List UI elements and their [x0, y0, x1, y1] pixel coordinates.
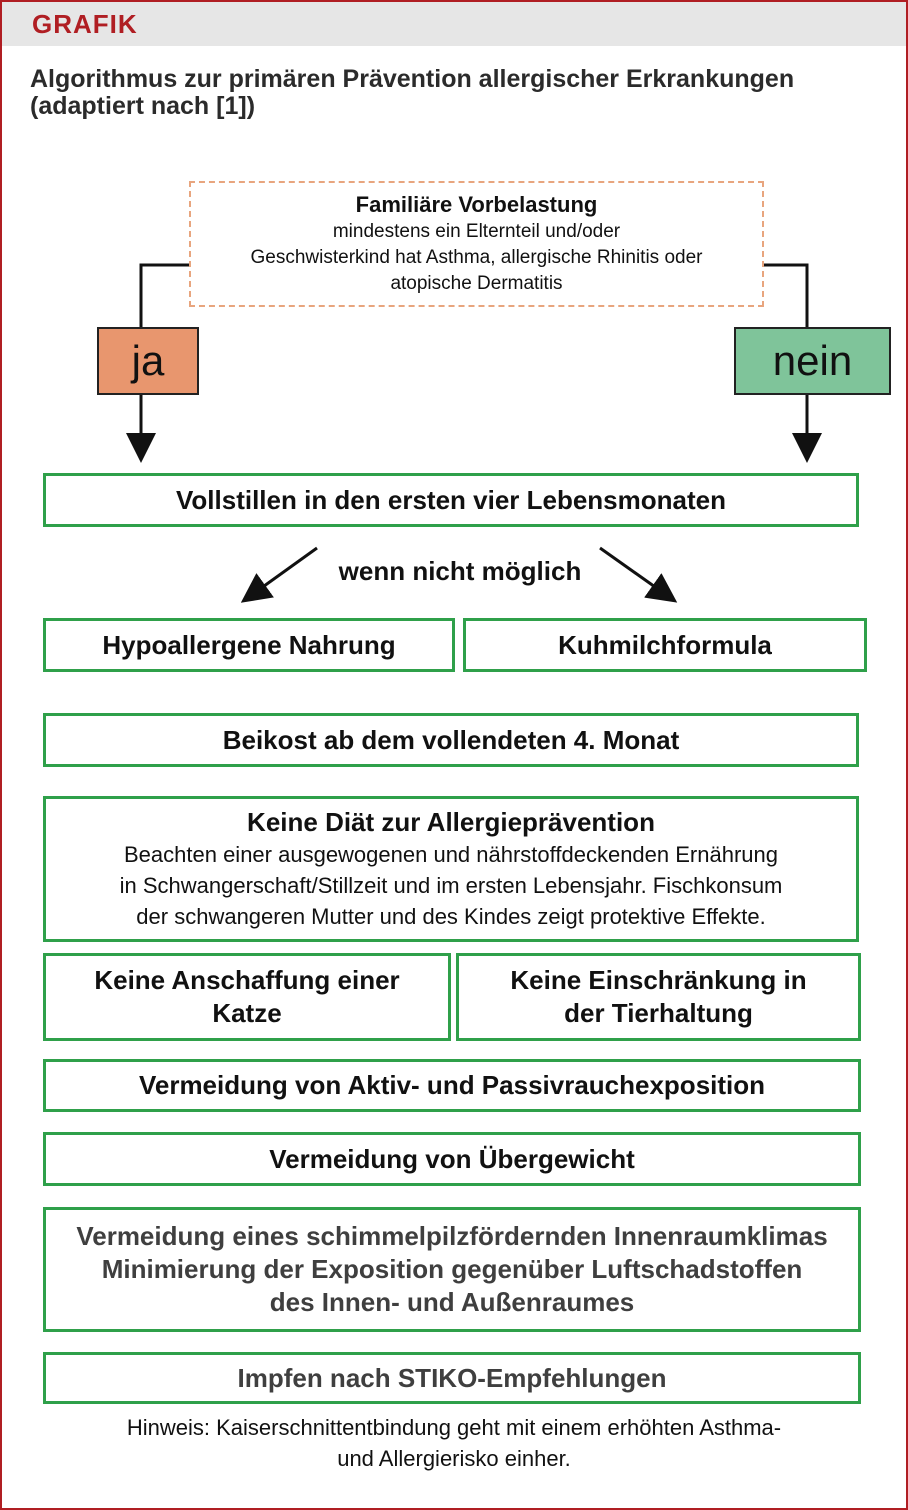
- no-cat-box: [43, 953, 451, 1041]
- arrow-diag-left: [253, 548, 317, 594]
- pet-keeping-line-1: Keine Einschränkung in: [510, 965, 807, 995]
- no-cat-line-2: Katze: [212, 998, 282, 1028]
- indoor-climate-line-2: Minimierung der Exposition gegenüber Luftschadstoffen: [101, 1254, 803, 1284]
- breastfeeding-box: [43, 473, 859, 527]
- ja-branch-label: ja: [97, 327, 199, 395]
- if-not-possible-label: wenn nicht möglich: [338, 556, 582, 586]
- hypoallergenic-food-box: [43, 618, 455, 672]
- connector-left: [141, 265, 189, 327]
- cow-milk-formula-text: Kuhmilchformula: [558, 629, 772, 660]
- complementary-food-text: Beikost ab dem vollendeten 4. Monat: [222, 724, 680, 755]
- no-cat-line-1: Keine Anschaffung einer: [94, 965, 400, 995]
- family-history-line-3: atopische Dermatitis: [390, 273, 563, 294]
- cow-milk-formula-box: [463, 618, 867, 672]
- family-history-heading: Familiäre Vorbelastung: [355, 192, 598, 217]
- no-diet-heading: Keine Diät zur Allergieprävention: [247, 807, 655, 837]
- caesarean-note-line-1: Hinweis: Kaiserschnittentbindung geht mit einem erhöhten Asthma-: [126, 1415, 782, 1440]
- header-label: GRAFIK: [32, 9, 138, 39]
- no-diet-box: [43, 796, 859, 942]
- pet-keeping-box: [456, 953, 861, 1041]
- indoor-climate-line-3: des Innen- und Außenraumes: [269, 1287, 635, 1317]
- hypoallergenic-food-text: Hypoallergene Nahrung: [102, 629, 396, 660]
- family-history-line-2: Geschwisterkind hat Asthma, allergische Rhinitis oder: [250, 247, 703, 268]
- nein-branch-label: nein: [734, 327, 891, 395]
- complementary-food-box: [43, 713, 859, 767]
- figure-title: Algorithmus zur primären Prävention allergischer Erkrankungen (adaptiert nach [1]): [30, 65, 795, 120]
- no-diet-line-3: der schwangeren Mutter und des Kindes zeigt protektive Effekte.: [136, 904, 766, 929]
- overweight-box: [43, 1132, 861, 1186]
- no-diet-line-1: Beachten einer ausgewogenen und nährstoffdeckenden Ernährung: [124, 842, 778, 867]
- caesarean-note: [40, 1412, 868, 1474]
- vaccination-text: Impfen nach STIKO-Empfehlungen: [237, 1362, 667, 1393]
- smoke-exposure-text: Vermeidung von Aktiv- und Passivrauchexposition: [138, 1070, 766, 1100]
- caesarean-note-line-2: und Allergierisko einher.: [337, 1446, 571, 1471]
- smoke-exposure-box: [43, 1059, 861, 1112]
- family-history-box: [189, 181, 764, 307]
- pet-keeping-line-2: der Tierhaltung: [564, 998, 753, 1028]
- indoor-climate-box: [43, 1207, 861, 1332]
- no-diet-line-2: in Schwangerschaft/Stillzeit und im ersten Lebensjahr. Fischkonsum: [119, 873, 783, 898]
- family-history-line-1: mindestens ein Elternteil und/oder: [332, 221, 621, 242]
- breastfeeding-text: Vollstillen in den ersten vier Lebensmonaten: [176, 484, 726, 515]
- vaccination-box: [43, 1352, 861, 1404]
- connector-right: [764, 265, 807, 327]
- indoor-climate-line-1: Vermeidung eines schimmelpilzfördernden Innenraumklimas: [76, 1221, 828, 1251]
- overweight-text: Vermeidung von Übergewicht: [269, 1143, 635, 1174]
